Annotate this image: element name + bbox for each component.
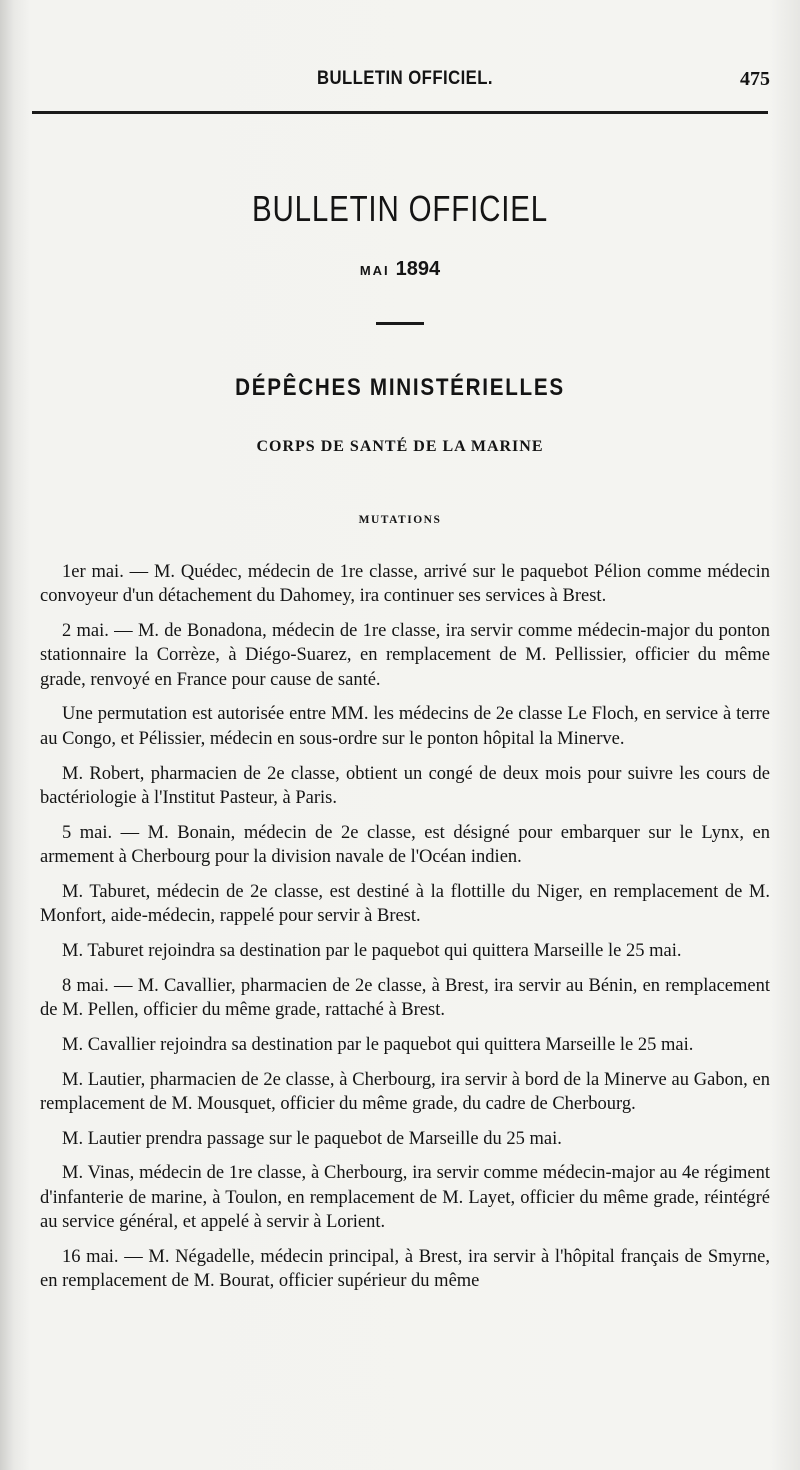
paragraph: M. Robert, pharmacien de 2e classe, obtient un congé de deux mois pour suivre les cours de bactériologie à l'Institut Pasteur, à Paris. [40, 763, 770, 808]
body-text [40, 560, 770, 1304]
bulletin-title: BULLETIN OFFICIEL [251, 188, 549, 229]
paragraph: M. Cavallier rejoindra sa destination par le paquebot qui quittera Marseille le 25 mai. [62, 1034, 694, 1055]
paragraph: M. Taburet, médecin de 2e classe, est destiné à la flottille du Niger, en remplacement de M. Monfort, aide-médecin, rappelé pour servir à Brest. [40, 881, 770, 927]
header-rule [32, 111, 768, 114]
running-header [40, 62, 770, 102]
subsection-title: CORPS DE SANTÉ DE LA MARINE [256, 438, 544, 455]
paragraph: 8 mai. — M. Cavallier, pharmacien de 2e classe, à Brest, ira servir au Bénin, en remplacement de M. Pellen, officier du même grade, rattaché à Brest. [40, 975, 770, 1020]
paragraph: M. Lautier, pharmacien de 2e classe, à Cherbourg, ira servir à bord de la Minerve au Gabon, en remplacement de M. Mousquet, officier du même grade, du cadre de Cherbourg. [40, 1069, 770, 1114]
paragraph: M. Taburet rejoindra sa destination par le paquebot qui quittera Marseille le 25 mai. [62, 940, 682, 961]
paragraph: 16 mai. — M. Négadelle, médecin principal, à Brest, ira servir à l'hôpital français de Smyrne, en remplacement de M. Bourat, officier supérieur du même [40, 1246, 770, 1292]
issue-date [0, 258, 800, 281]
page-number: 475 [740, 68, 770, 90]
paragraph: M. Lautier prendra passage sur le paquebot de Marseille du 25 mai. [62, 1128, 562, 1149]
running-title: BULLETIN OFFICIEL. [316, 68, 494, 89]
paragraph: 1er mai. — M. Quédec, médecin de 1re classe, arrivé sur le paquebot Pélion comme médecin convoyeur d'un détachement du Dahomey, ira continuer ses services à Brest. [40, 562, 770, 607]
paragraph: 2 mai. — M. de Bonadona, médecin de 1re classe, ira servir comme médecin-major du ponton stationnaire la Corrèze, à Diégo-Suarez, en remplacement de M. Pellissier, officier du même grade, renvoyé en France pour cause de santé. [40, 621, 770, 690]
issue-month: MAI [359, 263, 390, 278]
section-title: DÉPÊCHES MINISTÉRIELLES [235, 374, 565, 401]
mutations-heading: MUTATIONS [358, 514, 442, 526]
title-divider [376, 322, 424, 325]
paragraph: 5 mai. — M. Bonain, médecin de 2e classe, est désigné pour embarquer sur le Lynx, en armement à Cherbourg pour la division navale de l'Océan indien. [40, 822, 770, 867]
issue-year: 1894 [395, 258, 441, 280]
paragraph: M. Vinas, médecin de 1re classe, à Cherbourg, ira servir comme médecin-major au 4e régiment d'infanterie de marine, à Toulon, en remplacement de M. Layet, officier du même grade, réintégré au service général, et appelé à servir à Lorient. [40, 1163, 770, 1233]
paragraph: Une permutation est autorisée entre MM. les médecins de 2e classe Le Floch, en service à terre au Congo, et Pélissier, médecin en sous-ordre sur le ponton hôpital la Minerve. [40, 704, 770, 749]
